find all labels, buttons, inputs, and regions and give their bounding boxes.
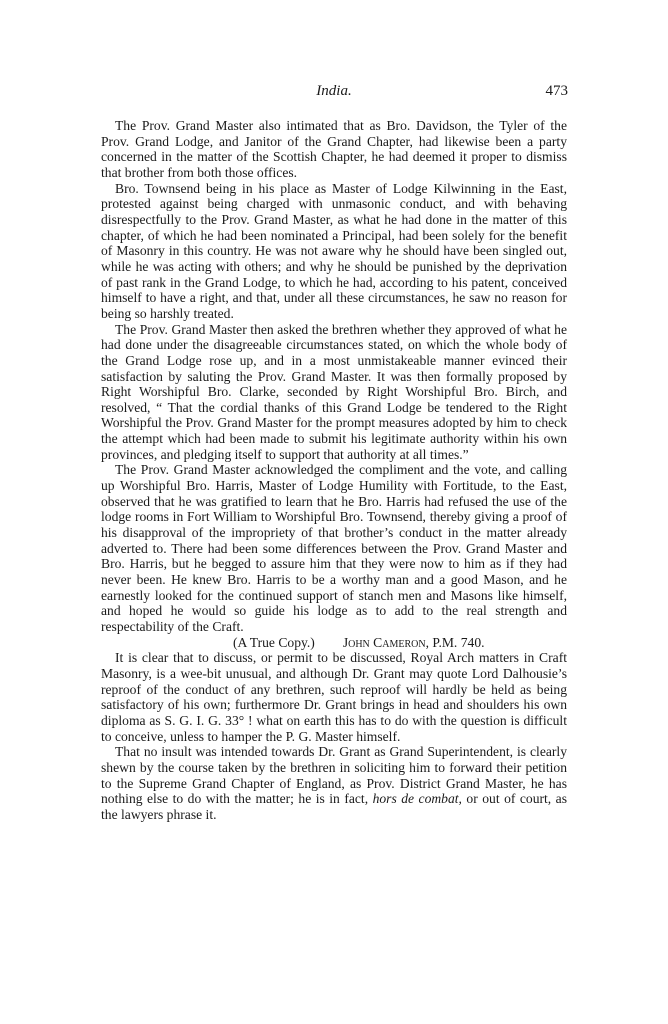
signature-label: (A True Copy.) <box>233 634 315 650</box>
paragraph-townsend-protest: Bro. Townsend being in his place as Master of Lodge Kilwinning in the East, protested against being charged with unmasonic conduct, and with behaving disrespectfully to the Prov. Grand Master, as what he had done in the matter of this chapter, of which he had been nominated a Principal, had been solely for the benefit of Masonry in this country. He was not aware why he should have been singled out, while he was acting with others; and why he should be punished by the deprivation of past rank in the Grand Lodge, to which he had, according to his patent, conceived himself to have a right, and that, under all these circumstances, he saw no reason for being so harshly treated. <box>101 180 567 321</box>
page-number: 473 <box>545 83 568 99</box>
running-head-title: India. <box>316 83 352 99</box>
body-text <box>101 118 567 823</box>
signature-name: John Cameron <box>342 634 426 650</box>
signature-line <box>101 635 567 651</box>
paragraph-no-insult-end: or out of court, as the lawyers phrase it. <box>101 791 567 822</box>
signature-suffix: , P.M. 740. <box>425 634 485 650</box>
paragraph-royal-arch: It is clear that to discuss, or permit to be discussed, Royal Arch matters in Craft Masonry, is a wee-bit unusual, and although Dr. Grant may quote Lord Dalhousie’s reproof of the conduct of any brethren, such reproof will hardly be held as being satisfactory of his own; furthermore Dr. Grant brings in head and shoulders his own diploma as S. G. I. G. 33° ! what on earth this has to do with the question is difficult to conceive, unless to hamper the P. G. Master himself. <box>101 650 567 744</box>
running-head <box>100 83 568 103</box>
paragraph-no-insult-text: That no insult was intended towards Dr. Grant as Grand Superintendent, is clearly shewn by the course taken by the brethren in soliciting him to forward their petition to the Supreme Grand Chapter of England, as Prov. District Grand Master, he has nothing else to do with the matter; he is in fact, <box>101 744 567 807</box>
paragraph-no-insult-italic: hors de combat, <box>372 791 462 807</box>
paragraph-dismissal: The Prov. Grand Master also intimated that as Bro. Davidson, the Tyler of the Prov. Grand Lodge, and Janitor of the Grand Chapter, had likewise been a party concerned in the matter of the Scottish Chapter, he had deemed it proper to dismiss that brother from both those offices. <box>101 118 567 180</box>
paragraph-harris: The Prov. Grand Master acknowledged the compliment and the vote, and calling up Worshipful Bro. Harris, Master of Lodge Humility with Fortitude, to the East, observed that he was gratified to learn that he Bro. Harris had refused the use of the lodge rooms in Fort William to Worshipful Bro. Townsend, thereby giving a proof of his disapproval of the impropriety of that brother’s conduct in the matter already adverted to. There had been some differences between the Prov. Grand Master and Bro. Harris, but he begged to assure him that they were now to him as if they had never been. He knew Bro. Harris to be a worthy man and a good Mason, and he earnestly looked for the continued support of stanch men and Masons like himself, and hoped he would so guide his lodge as to add to the real strength and respectability of the Craft. <box>101 462 567 634</box>
paragraph-resolution: The Prov. Grand Master then asked the brethren whether they approved of what he had done under the disagreeable circumstances stated, on which the whole body of the Grand Lodge rose up, and in a most unmistakeable manner evinced their satisfaction by saluting the Prov. Grand Master. It was then formally proposed by Right Worshipful Bro. Clarke, seconded by Right Worshipful Bro. Birch, and resolved, “ That the cordial thanks of this Grand Lodge be tendered to the Right Worshipful the Prov. Grand Master for the prompt measures adopted by him to check the attempt which had been made to submit his legitimate authority within his own provinces, and pledging itself to support that authority at all times.” <box>101 321 567 462</box>
paragraph-no-insult <box>101 744 567 822</box>
